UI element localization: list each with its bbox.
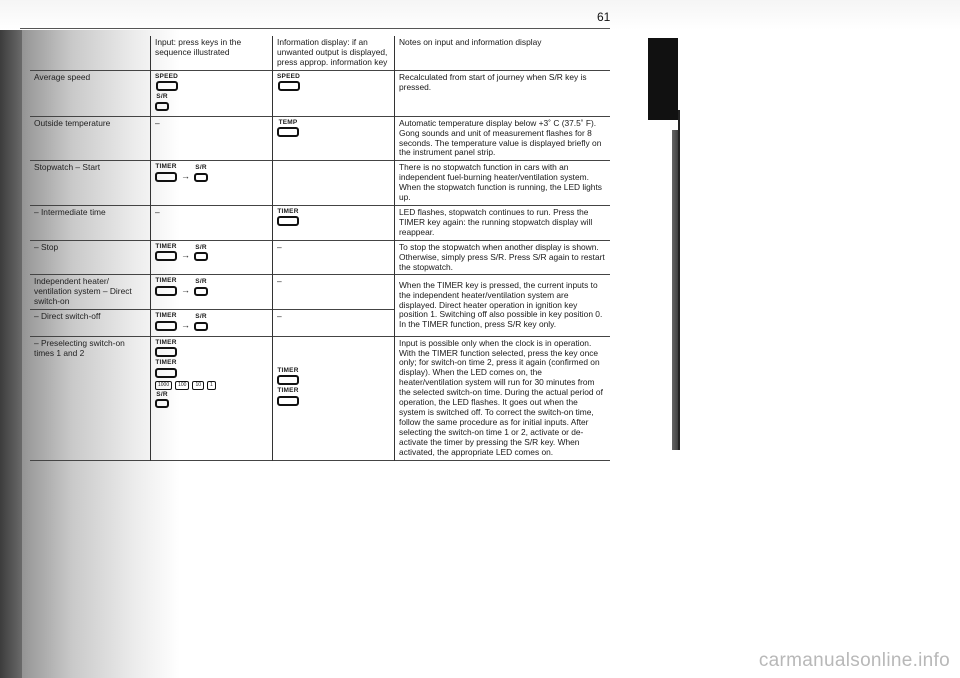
timer-key: TIMER xyxy=(277,388,299,406)
input-keys xyxy=(151,275,273,310)
row-label: – Stop xyxy=(30,240,151,275)
sr-key: S/R xyxy=(194,245,208,262)
sr-key: S/R xyxy=(155,392,169,409)
arrow-icon: → xyxy=(181,319,190,330)
digit-key-1000: 1000 xyxy=(155,381,172,390)
digit-keys xyxy=(155,381,268,390)
arrow-icon: → xyxy=(181,170,190,181)
header-blank xyxy=(30,36,151,70)
info-dash: – xyxy=(273,275,395,310)
digit-key-1: 1 xyxy=(207,381,216,390)
row-preselecting xyxy=(30,336,610,460)
input-keys xyxy=(151,240,273,275)
info-blank xyxy=(273,161,395,206)
input-dash: – xyxy=(151,116,273,161)
input-keys xyxy=(151,161,273,206)
row-label: – Direct switch-off xyxy=(30,310,151,337)
row-note: Input is possible only when the clock is in operation. With the TIMER function selected, press the key once only; for switch-on time 2, press it again (confirmed on display). When the LED comes on, the heater/ventilation system will run for 30 minutes from the selected switch-on time. During the actual period of operation, the LED flashes. It goes out when the system is switched off. To correct the switch-on time, follow the same procedure as for initial inputs. After selecting the switch-on time 1 or 2, activate or de-activate the timer by pressing the S/R key. When activated, the appropriate LED comes on. xyxy=(395,336,611,460)
input-dash: – xyxy=(151,205,273,240)
page-top-shade xyxy=(0,0,960,30)
row-note: There is no stopwatch function in cars with an independent fuel-burning heater/ventilation system. When the stopwatch function is running, the LED lights up. xyxy=(395,161,611,206)
row-note: Recalculated from start of journey when S/R key is pressed. xyxy=(395,70,611,116)
info-keys xyxy=(273,70,395,116)
row-note: LED flashes, stopwatch continues to run. Press the TIMER key again: the running stopwatch display will reappear. xyxy=(395,205,611,240)
row-stopwatch-start xyxy=(30,161,610,206)
speed-key: SPEED xyxy=(155,74,178,92)
row-note: To stop the stopwatch when another display is shown. Otherwise, simply press S/R. Press S/R again to restart the stopwatch. xyxy=(395,240,611,275)
row-outside-temperature xyxy=(30,116,610,161)
timer-key: TIMER xyxy=(277,368,299,386)
timer-key: TIMER xyxy=(155,164,177,182)
sr-key: S/R xyxy=(194,279,208,296)
timer-key: TIMER xyxy=(277,209,299,227)
header-info: Information display: if an unwanted output is displayed, press approp. information key xyxy=(273,36,395,70)
row-label: Average speed xyxy=(30,70,151,116)
timer-key: TIMER xyxy=(155,360,177,378)
page-binding-shadow xyxy=(0,0,22,678)
info-keys xyxy=(273,336,395,460)
row-label: Stopwatch – Start xyxy=(30,161,151,206)
table-bottom-rule xyxy=(30,460,610,461)
row-note: Automatic temperature display below +3˚ C (37.5˚ F). Gong sounds and unit of measurement flashes for 8 seconds. The temperature value is displayed briefly on the instrument panel strip. xyxy=(395,116,611,161)
row-label: – Intermediate time xyxy=(30,205,151,240)
timer-key: TIMER xyxy=(155,313,177,331)
info-keys xyxy=(273,205,395,240)
sr-key: S/R xyxy=(194,165,208,182)
digit-key-100: 100 xyxy=(175,381,189,390)
watermark: carmanualsonline.info xyxy=(758,650,950,671)
timer-key: TIMER xyxy=(155,278,177,296)
timer-key: TIMER xyxy=(155,244,177,262)
row-intermediate-time xyxy=(30,205,610,240)
timer-key: TIMER xyxy=(155,340,177,358)
temp-key: TEMP xyxy=(277,120,299,138)
onboard-computer-table xyxy=(30,36,610,461)
row-stop xyxy=(30,240,610,275)
heater-note: When the TIMER key is pressed, the current inputs to the independent heater/ventilation system are displayed. Direct heater operation in ignition key position 1. Switching off also possible in key position 0. In the TIMER function, press S/R key only. xyxy=(395,275,611,336)
row-label: Independent heater/ ventilation system – Direct switch-on xyxy=(30,275,151,310)
arrow-icon: → xyxy=(181,284,190,295)
info-dash: – xyxy=(273,310,395,337)
chapter-tab xyxy=(648,38,678,120)
sr-key: S/R xyxy=(194,314,208,331)
header-notes: Notes on input and information display xyxy=(395,36,611,70)
info-keys xyxy=(273,116,395,161)
page-edge-line xyxy=(678,110,680,450)
info-dash: – xyxy=(273,240,395,275)
page-number: 61 xyxy=(597,10,611,24)
row-average-speed xyxy=(30,70,610,116)
input-keys xyxy=(151,310,273,337)
row-label: – Preselecting switch-on times 1 and 2 xyxy=(30,336,151,460)
row-heater-switch-on xyxy=(30,275,610,310)
row-label: Outside temperature xyxy=(30,116,151,161)
arrow-icon: → xyxy=(181,250,190,261)
input-keys xyxy=(151,336,273,460)
input-keys xyxy=(151,70,273,116)
header-input: Input: press keys in the sequence illustrated xyxy=(151,36,273,70)
sr-key: S/R xyxy=(155,94,169,111)
header-rule xyxy=(20,28,610,29)
speed-key: SPEED xyxy=(277,74,300,92)
digit-key-10: 10 xyxy=(192,381,204,390)
